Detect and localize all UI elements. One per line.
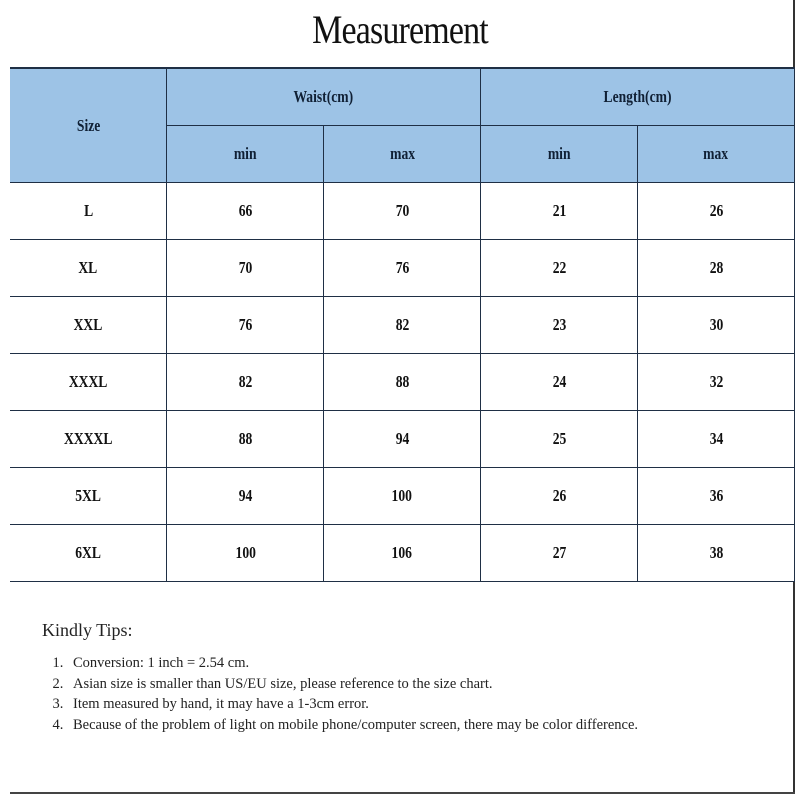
size-column-header <box>10 68 167 183</box>
size-value: 6XL <box>75 543 102 562</box>
waist-min-header <box>167 126 324 183</box>
length-min-value: 21 <box>552 201 566 220</box>
length-min-cell <box>481 354 638 411</box>
length-max-cell <box>638 354 795 411</box>
waist-min-value: 76 <box>238 315 253 334</box>
size-value: XXXXL <box>64 429 113 448</box>
waist-group-header <box>167 68 481 126</box>
length-max-value: 34 <box>709 429 723 448</box>
waist-min-cell <box>167 183 324 240</box>
length-max-value: 38 <box>709 543 723 562</box>
tip-item: 4. Because of the problem of light on mobile phone/computer screen, there may be color difference. <box>67 715 682 736</box>
page-title: Measurement <box>312 7 488 52</box>
size-cell <box>10 411 167 468</box>
waist-max-cell <box>324 240 481 297</box>
waist-max-value: 76 <box>395 258 410 277</box>
waist-min-cell <box>167 468 324 525</box>
size-cell <box>10 525 167 582</box>
waist-header-label: Waist(cm) <box>293 87 354 106</box>
waist-max-value: 100 <box>392 486 413 505</box>
length-group-header <box>481 68 795 126</box>
waist-max-cell <box>324 183 481 240</box>
length-min-value: 24 <box>552 372 566 391</box>
waist-min-value: 70 <box>238 258 253 277</box>
tips-list <box>42 653 682 735</box>
table-row <box>10 240 795 297</box>
waist-min-value: 82 <box>238 372 253 391</box>
waist-max-value: 82 <box>395 315 410 334</box>
waist-min-value: 66 <box>238 201 253 220</box>
table-row <box>10 468 795 525</box>
bottom-border-rule <box>10 792 795 794</box>
length-header-label: Length(cm) <box>603 87 672 106</box>
waist-min-value: 94 <box>238 486 253 505</box>
waist-min-cell <box>167 411 324 468</box>
length-max-value: 30 <box>709 315 723 334</box>
length-min-cell <box>481 525 638 582</box>
length-max-cell <box>638 468 795 525</box>
header-row-groups <box>10 68 795 126</box>
length-max-cell <box>638 525 795 582</box>
length-min-cell <box>481 297 638 354</box>
waist-max-value: 106 <box>392 543 413 562</box>
table-row <box>10 354 795 411</box>
waist-min-value: 100 <box>235 543 256 562</box>
size-value: 5XL <box>75 486 102 505</box>
length-max-label: max <box>703 144 729 163</box>
table-row <box>10 411 795 468</box>
waist-max-cell <box>324 525 481 582</box>
tip-item: 3. Item measured by hand, it may have a 1-3cm error. <box>67 694 682 715</box>
length-min-header <box>481 126 638 183</box>
length-min-value: 23 <box>552 315 566 334</box>
waist-min-cell <box>167 525 324 582</box>
tips-title: Kindly Tips: <box>42 620 133 640</box>
waist-min-value: 88 <box>238 429 253 448</box>
tip-item: 1. Conversion: 1 inch = 2.54 cm. <box>67 653 682 674</box>
waist-max-header <box>324 126 481 183</box>
length-min-cell <box>481 240 638 297</box>
kindly-tips-section <box>42 620 682 735</box>
length-max-value: 28 <box>709 258 723 277</box>
size-cell <box>10 297 167 354</box>
size-value: XXL <box>73 315 103 334</box>
size-value: XXXL <box>68 372 108 391</box>
size-cell <box>10 183 167 240</box>
waist-min-cell <box>167 240 324 297</box>
length-max-value: 36 <box>709 486 723 505</box>
length-min-value: 26 <box>552 486 566 505</box>
waist-max-cell <box>324 297 481 354</box>
tip-item: 2. Asian size is smaller than US/EU size, please reference to the size chart. <box>67 674 682 695</box>
waist-max-label: max <box>389 144 415 163</box>
table-row <box>10 297 795 354</box>
waist-max-value: 70 <box>395 201 410 220</box>
length-min-value: 27 <box>552 543 566 562</box>
waist-min-cell <box>167 354 324 411</box>
waist-max-cell <box>324 354 481 411</box>
waist-max-value: 94 <box>395 429 410 448</box>
size-cell <box>10 354 167 411</box>
size-value: L <box>83 201 93 220</box>
length-min-cell <box>481 183 638 240</box>
length-max-cell <box>638 240 795 297</box>
size-cell <box>10 240 167 297</box>
table-row <box>10 183 795 240</box>
length-max-header <box>638 126 795 183</box>
waist-min-label: min <box>233 144 257 163</box>
table-row <box>10 525 795 582</box>
length-max-value: 32 <box>709 372 723 391</box>
waist-max-cell <box>324 411 481 468</box>
size-cell <box>10 468 167 525</box>
length-max-cell <box>638 183 795 240</box>
size-chart-table <box>10 67 795 582</box>
waist-max-cell <box>324 468 481 525</box>
length-min-label: min <box>547 144 571 163</box>
size-value: XL <box>78 258 98 277</box>
length-min-value: 22 <box>552 258 566 277</box>
length-max-cell <box>638 411 795 468</box>
length-min-cell <box>481 468 638 525</box>
length-max-cell <box>638 297 795 354</box>
size-header-label: Size <box>76 115 100 135</box>
waist-max-value: 88 <box>395 372 410 391</box>
length-min-cell <box>481 411 638 468</box>
length-min-value: 25 <box>552 429 566 448</box>
length-max-value: 26 <box>709 201 723 220</box>
waist-min-cell <box>167 297 324 354</box>
